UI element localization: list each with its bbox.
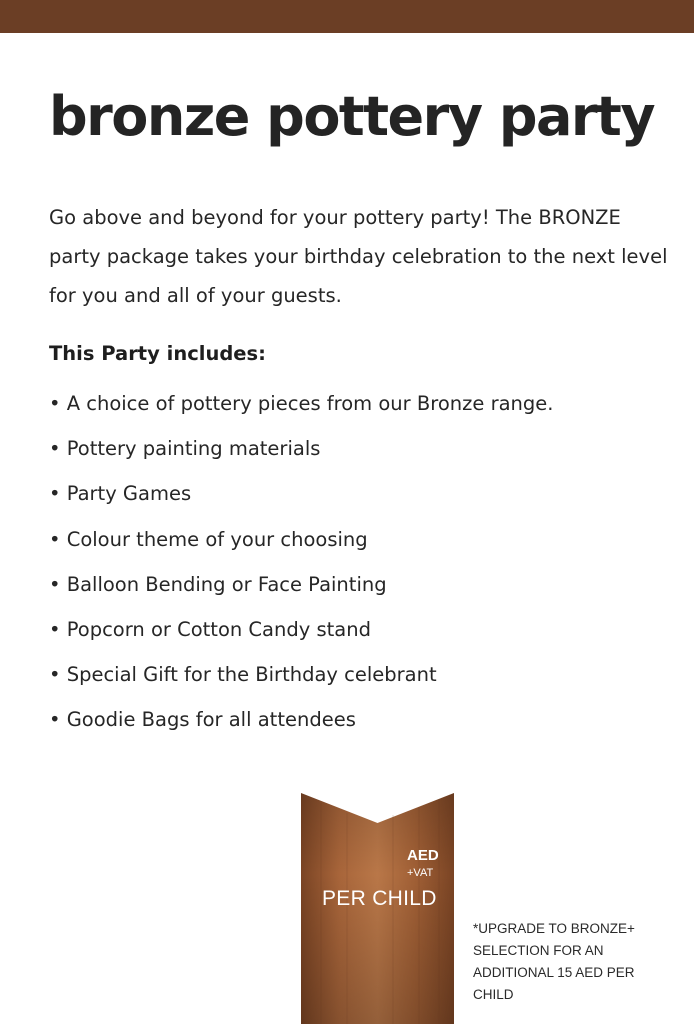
list-item: • Special Gift for the Birthday celebrant (49, 663, 437, 687)
list-item: • Pottery painting materials (49, 437, 321, 461)
page-title: bronze pottery party (49, 85, 655, 148)
top-bar (0, 0, 694, 33)
list-item: • Party Games (49, 482, 192, 506)
price-currency: AED (407, 847, 439, 864)
list-item: • Goodie Bags for all attendees (49, 708, 356, 732)
list-item: • Popcorn or Cotton Candy stand (49, 617, 371, 641)
price-unit: PER CHILD (322, 887, 437, 910)
includes-list (49, 381, 553, 743)
intro-paragraph: Go above and beyond for your pottery party! The BRONZE party package takes your birthday celebration to the next level for you and all of your guests. (49, 206, 668, 307)
list-item: • Balloon Bending or Face Painting (49, 572, 387, 596)
upgrade-note: *UPGRADE TO BRONZE+ SELECTION FOR AN ADDITIONAL 15 AED PER CHILD (473, 921, 635, 1002)
price-amount: 160 (15, 834, 89, 886)
includes-heading: This Party includes: (49, 342, 266, 365)
price-vat: +VAT (407, 867, 434, 879)
list-item: • A choice of pottery pieces from our Bronze range. (49, 392, 554, 415)
list-item: • Colour theme of your choosing (49, 527, 368, 551)
